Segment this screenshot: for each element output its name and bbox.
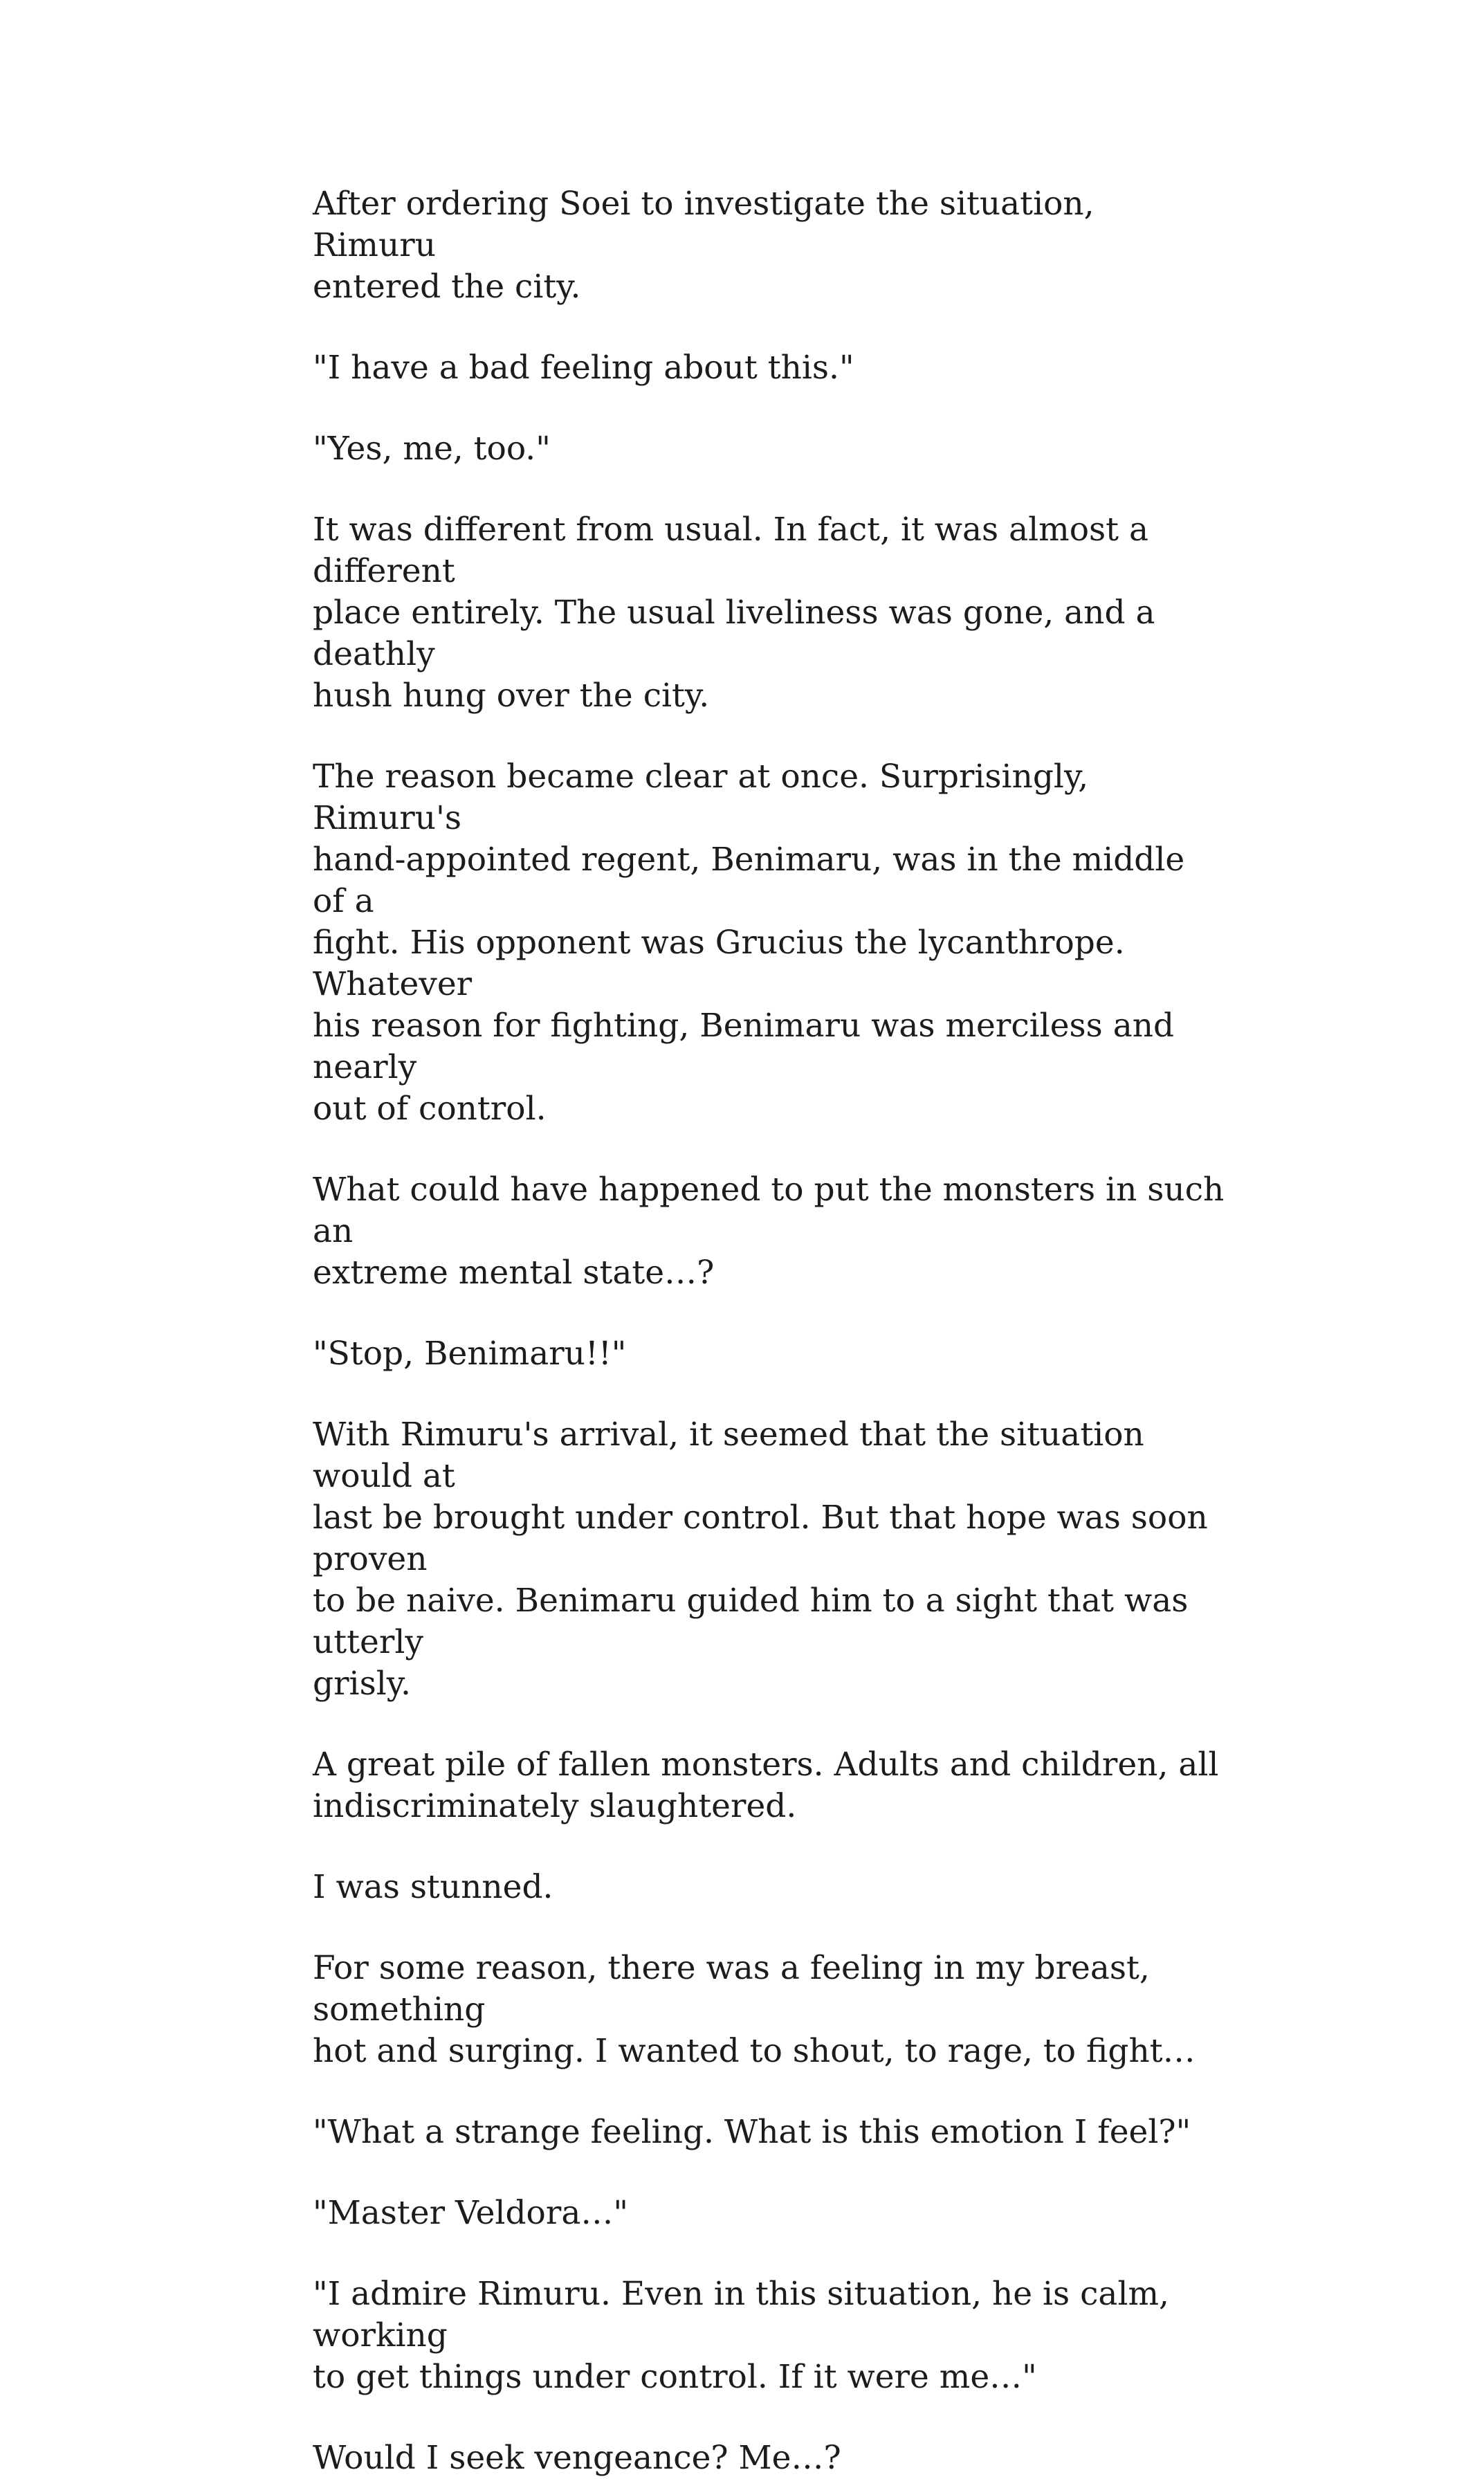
paragraph-2: "I have a bad feeling about this." [313,349,854,387]
paragraph-4: It was different from usual. In fact, it was almost a different place entirely. The usual liveliness was gone, and a deathly hush hung over the city. [313,511,1155,715]
paragraph-12: "What a strange feeling. What is this emotion I feel?" [313,2113,1191,2151]
text-column [313,183,1226,2479]
paragraph-3: "Yes, me, too." [313,430,551,468]
paragraph-5: The reason became clear at once. Surprisingly, Rimuru's hand-appointed regent, Benimaru, was in the middle of a fight. His opponent was Grucius the lycanthrope. Whatever his reason for fighting, Benimaru was merciless and nearly out of control. [313,758,1185,1128]
paragraph-13: "Master Veldora…" [313,2194,628,2232]
paragraph-11: For some reason, there was a feeling in my breast, something hot and surging. I wanted to shout, to rage, to fight… [313,1949,1196,2070]
paragraph-8: With Rimuru's arrival, it seemed that the situation would at last be brought under control. But that hope was soon proven to be naive. Benimaru guided him to a sight that was utterly grisly. [313,1416,1208,1703]
paragraph-7: "Stop, Benimaru!!" [313,1335,627,1373]
paragraph-9: A great pile of fallen monsters. Adults and children, all indiscriminately slaughtered. [313,1746,1219,1825]
paragraph-6: What could have happened to put the monsters in such an extreme mental state…? [313,1171,1225,1292]
paragraph-14: "I admire Rimuru. Even in this situation, he is calm, working to get things under control. If it were me…" [313,2275,1169,2396]
paragraph-1: After ordering Soei to investigate the situation, Rimuru entered the city. [313,185,1094,306]
paragraph-15: Would I seek vengeance? Me…? [313,2439,841,2477]
paragraph-10: I was stunned. [313,1868,553,1906]
